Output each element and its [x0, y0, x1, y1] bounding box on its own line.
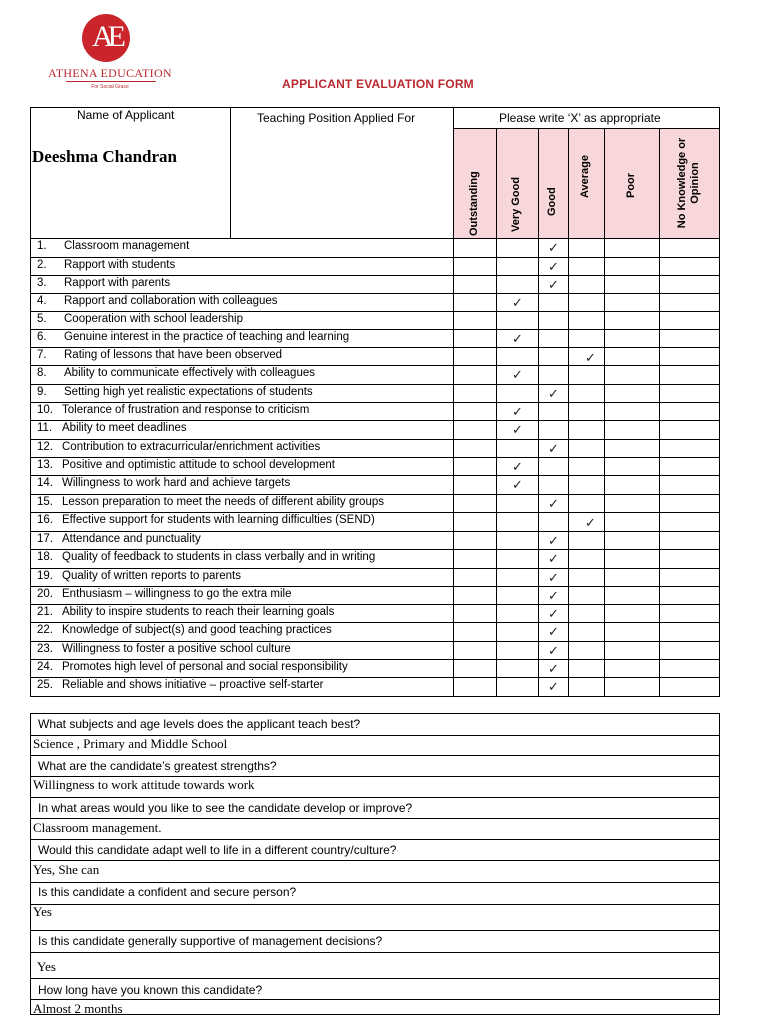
- criterion-number: 23.: [37, 643, 53, 655]
- criterion-row: [30, 383, 453, 401]
- criterion-number: 16.: [37, 514, 53, 526]
- criterion-text: Promotes high level of personal and social responsibility: [62, 661, 348, 673]
- logo-divider: [66, 81, 156, 82]
- criterion-number: 12.: [37, 441, 53, 453]
- question-row-divider: [30, 952, 720, 953]
- rating-checkmark: ✓: [548, 661, 559, 676]
- answer-text: Yes: [37, 959, 56, 974]
- rating-checkmark: ✓: [548, 386, 559, 401]
- athena-education-logo: [48, 14, 178, 92]
- questions-right-border: [719, 713, 720, 1015]
- row-divider: [30, 420, 720, 421]
- row-divider: [30, 512, 720, 513]
- questions-left-border: [30, 713, 31, 1015]
- logo-name: ATHENA EDUCATION: [48, 66, 172, 80]
- questions-table: [30, 713, 720, 1015]
- row-divider: [30, 329, 720, 330]
- criterion-row: [30, 419, 453, 438]
- question-row-divider: [30, 713, 720, 714]
- rating-checkmark: ✓: [548, 588, 559, 603]
- criterion-text: Setting high yet realistic expectations of students: [64, 386, 313, 398]
- criterion-text: Knowledge of subject(s) and good teaching practices: [62, 624, 332, 636]
- criterion-number: 3.: [37, 277, 47, 289]
- rating-checkmark: ✓: [548, 277, 559, 292]
- rating-checkmark: ✓: [548, 679, 559, 694]
- question-row-divider: [30, 882, 720, 883]
- question-text: In what areas would you like to see the candidate develop or improve?: [38, 801, 413, 815]
- criterion-number: 21.: [37, 606, 53, 618]
- criterion-row: [30, 621, 453, 640]
- criterion-text: Positive and optimistic attitude to school development: [62, 459, 335, 471]
- criterion-text: Rapport and collaboration with colleagues: [64, 295, 278, 307]
- criterion-text: Reliable and shows initiative – proactive self-starter: [62, 679, 324, 691]
- criterion-row: [30, 456, 453, 474]
- logo-letters: AE: [92, 20, 120, 53]
- row-divider: [30, 622, 720, 623]
- table-right-border: [719, 107, 720, 697]
- question-row-divider: [30, 1014, 720, 1015]
- form-title: APPLICANT EVALUATION FORM: [282, 77, 474, 91]
- row-divider: [30, 494, 720, 495]
- row-divider: [30, 677, 720, 678]
- rating-checkmark: ✓: [548, 533, 559, 548]
- criterion-text: Rapport with parents: [64, 277, 171, 289]
- answer-text: Science , Primary and Middle School: [33, 736, 228, 751]
- row-divider: [30, 531, 720, 532]
- criterion-number: 14.: [37, 477, 53, 489]
- criterion-row: [30, 493, 453, 511]
- question-row-divider: [30, 755, 720, 756]
- criterion-row: [30, 640, 453, 658]
- row-divider: [30, 257, 720, 258]
- rating-header-divider: [453, 128, 720, 129]
- criterion-number: 25.: [37, 679, 53, 691]
- criterion-number: 17.: [37, 533, 53, 545]
- criterion-number: 6.: [37, 331, 47, 343]
- row-divider: [30, 439, 720, 440]
- criterion-number: 9.: [37, 386, 47, 398]
- rating-checkmark: ✓: [548, 624, 559, 639]
- rating-column-divider: [496, 128, 497, 697]
- criterion-row: [30, 401, 453, 419]
- criterion-row: [30, 346, 453, 364]
- header-teaching-position: Teaching Position Applied For: [257, 111, 416, 125]
- criterion-row: [30, 256, 453, 274]
- question-row-divider: [30, 999, 720, 1000]
- question-row-divider: [30, 860, 720, 861]
- criterion-row: [30, 530, 453, 548]
- criterion-number: 1.: [37, 240, 47, 252]
- rating-column-divider: [604, 128, 605, 697]
- criterion-number: 15.: [37, 496, 53, 508]
- row-divider: [30, 457, 720, 458]
- question-row-divider: [30, 797, 720, 798]
- rating-checkmark: ✓: [548, 606, 559, 621]
- criterion-row: [30, 603, 453, 621]
- question-text: Is this candidate generally supportive of management decisions?: [38, 934, 383, 948]
- criterion-number: 13.: [37, 459, 53, 471]
- rating-column-very-good: Very Good: [510, 176, 522, 232]
- criterion-text: Enthusiasm – willingness to go the extra mile: [62, 588, 292, 600]
- criterion-row: [30, 511, 453, 530]
- rating-checkmark: ✓: [512, 477, 523, 492]
- rating-checkmark: ✓: [512, 459, 523, 474]
- rating-column-divider: [659, 128, 660, 697]
- criterion-row: [30, 364, 453, 383]
- answer-text: Yes: [33, 904, 52, 919]
- question-text: Is this candidate a confident and secure person?: [38, 885, 297, 899]
- rating-checkmark: ✓: [548, 643, 559, 658]
- criterion-row: [30, 292, 453, 310]
- row-divider: [30, 696, 720, 697]
- row-divider: [30, 347, 720, 348]
- criterion-text: Genuine interest in the practice of teaching and learning: [64, 331, 350, 343]
- criterion-text: Rapport with students: [64, 259, 176, 271]
- criterion-number: 4.: [37, 295, 47, 307]
- criterion-row: [30, 676, 453, 695]
- row-divider: [30, 293, 720, 294]
- question-row-divider: [30, 904, 720, 905]
- header-instruction: Please write ‘X’ as appropriate: [499, 111, 661, 125]
- criterion-number: 7.: [37, 349, 47, 361]
- answer-text: Willingness to work attitude towards work: [33, 777, 255, 792]
- criterion-row: [30, 548, 453, 567]
- row-divider: [30, 568, 720, 569]
- rating-checkmark: ✓: [548, 496, 559, 511]
- rating-checkmark: ✓: [585, 350, 596, 365]
- criterion-text: Willingness to foster a positive school culture: [62, 643, 291, 655]
- rating-checkmark: ✓: [585, 515, 596, 530]
- rating-checkmark: ✓: [512, 404, 523, 419]
- criterion-number: 8.: [37, 367, 47, 379]
- answer-text: Yes, She can: [33, 862, 100, 877]
- row-divider: [30, 384, 720, 385]
- table-top-border: [30, 107, 720, 108]
- criterion-text: Effective support for students with learning difficulties (SEND): [62, 514, 375, 526]
- criterion-number: 5.: [37, 313, 47, 325]
- criterion-row: [30, 658, 453, 676]
- logo-tagline: For Social Grace: [91, 84, 129, 90]
- question-row-divider: [30, 978, 720, 979]
- rating-checkmark: ✓: [512, 422, 523, 437]
- row-divider: [30, 641, 720, 642]
- criterion-row: [30, 274, 453, 292]
- criterion-number: 20.: [37, 588, 53, 600]
- question-text: What are the candidate’s greatest strengths?: [38, 759, 277, 773]
- applicant-name: Deeshma Chandran: [32, 147, 177, 166]
- row-divider: [30, 549, 720, 550]
- question-row-divider: [30, 839, 720, 840]
- criterion-row: [30, 474, 453, 493]
- criterion-text: Cooperation with school leadership: [64, 313, 243, 325]
- rating-column-divider: [568, 128, 569, 697]
- criterion-number: 11.: [37, 422, 53, 434]
- row-divider: [30, 475, 720, 476]
- row-divider: [30, 402, 720, 403]
- row-divider: [30, 586, 720, 587]
- rating-checkmark: ✓: [512, 295, 523, 310]
- criterion-row: [30, 310, 453, 328]
- rating-column-poor: Poor: [624, 172, 637, 198]
- criterion-text: Quality of feedback to students in class verbally and in writing: [62, 551, 376, 563]
- criterion-number: 10.: [37, 404, 53, 416]
- rating-column-no-knowledge-or-opinion: No Knowledge or Opinion: [676, 137, 701, 229]
- criterion-text: Attendance and punctuality: [62, 533, 201, 545]
- criterion-number: 19.: [37, 570, 53, 582]
- rating-column-outstanding: Outstanding: [467, 171, 480, 236]
- criterion-number: 18.: [37, 551, 53, 563]
- rating-checkmark: ✓: [548, 259, 559, 274]
- row-divider: [30, 365, 720, 366]
- criterion-text: Classroom management: [64, 240, 190, 252]
- rating-checkmark: ✓: [512, 367, 523, 382]
- criterion-text: Ability to communicate effectively with colleagues: [64, 367, 315, 379]
- row-divider: [30, 275, 720, 276]
- criterion-text: Contribution to extracurricular/enrichment activities: [62, 441, 321, 453]
- answer-text: Classroom management.: [33, 820, 162, 835]
- question-text: How long have you known this candidate?: [38, 983, 263, 997]
- rating-column-good: Good: [546, 187, 558, 216]
- question-text: Would this candidate adapt well to life in a different country/culture?: [38, 843, 397, 857]
- rating-checkmark: ✓: [512, 331, 523, 346]
- criterion-text: Ability to inspire students to reach their learning goals: [62, 606, 335, 618]
- criterion-number: 24.: [37, 661, 53, 673]
- question-text: What subjects and age levels does the applicant teach best?: [38, 717, 361, 731]
- criterion-text: Ability to meet deadlines: [62, 422, 187, 434]
- criterion-row: [30, 585, 453, 603]
- criterion-row: [30, 328, 453, 346]
- rating-column-divider: [538, 128, 539, 697]
- row-divider: [30, 604, 720, 605]
- criterion-text: Rating of lessons that have been observed: [64, 349, 283, 361]
- rating-checkmark: ✓: [548, 570, 559, 585]
- criterion-row: [30, 567, 453, 585]
- criterion-text: Willingness to work hard and achieve targets: [62, 477, 291, 489]
- criterion-row: [30, 438, 453, 456]
- criterion-row: [30, 237, 453, 256]
- row-divider: [30, 238, 720, 239]
- rating-checkmark: ✓: [548, 240, 559, 255]
- answer-text: Almost 2 months: [33, 1001, 123, 1016]
- criterion-number: 22.: [37, 624, 53, 636]
- table-left-border: [30, 107, 31, 697]
- question-row-divider: [30, 930, 720, 931]
- row-divider: [30, 659, 720, 660]
- rating-column-average: Average: [579, 154, 591, 198]
- rating-area-divider: [453, 107, 454, 697]
- criterion-text: Quality of written reports to parents: [62, 570, 241, 582]
- rating-checkmark: ✓: [548, 551, 559, 566]
- header-column-divider: [230, 107, 231, 239]
- criterion-number: 2.: [37, 259, 47, 271]
- question-row-divider: [30, 818, 720, 819]
- criterion-text: Lesson preparation to meet the needs of different ability groups: [62, 496, 384, 508]
- evaluation-table: [30, 107, 720, 697]
- row-divider: [30, 311, 720, 312]
- criterion-text: Tolerance of frustration and response to criticism: [62, 404, 310, 416]
- rating-checkmark: ✓: [548, 441, 559, 456]
- header-name-of-applicant: Name of Applicant: [77, 108, 175, 122]
